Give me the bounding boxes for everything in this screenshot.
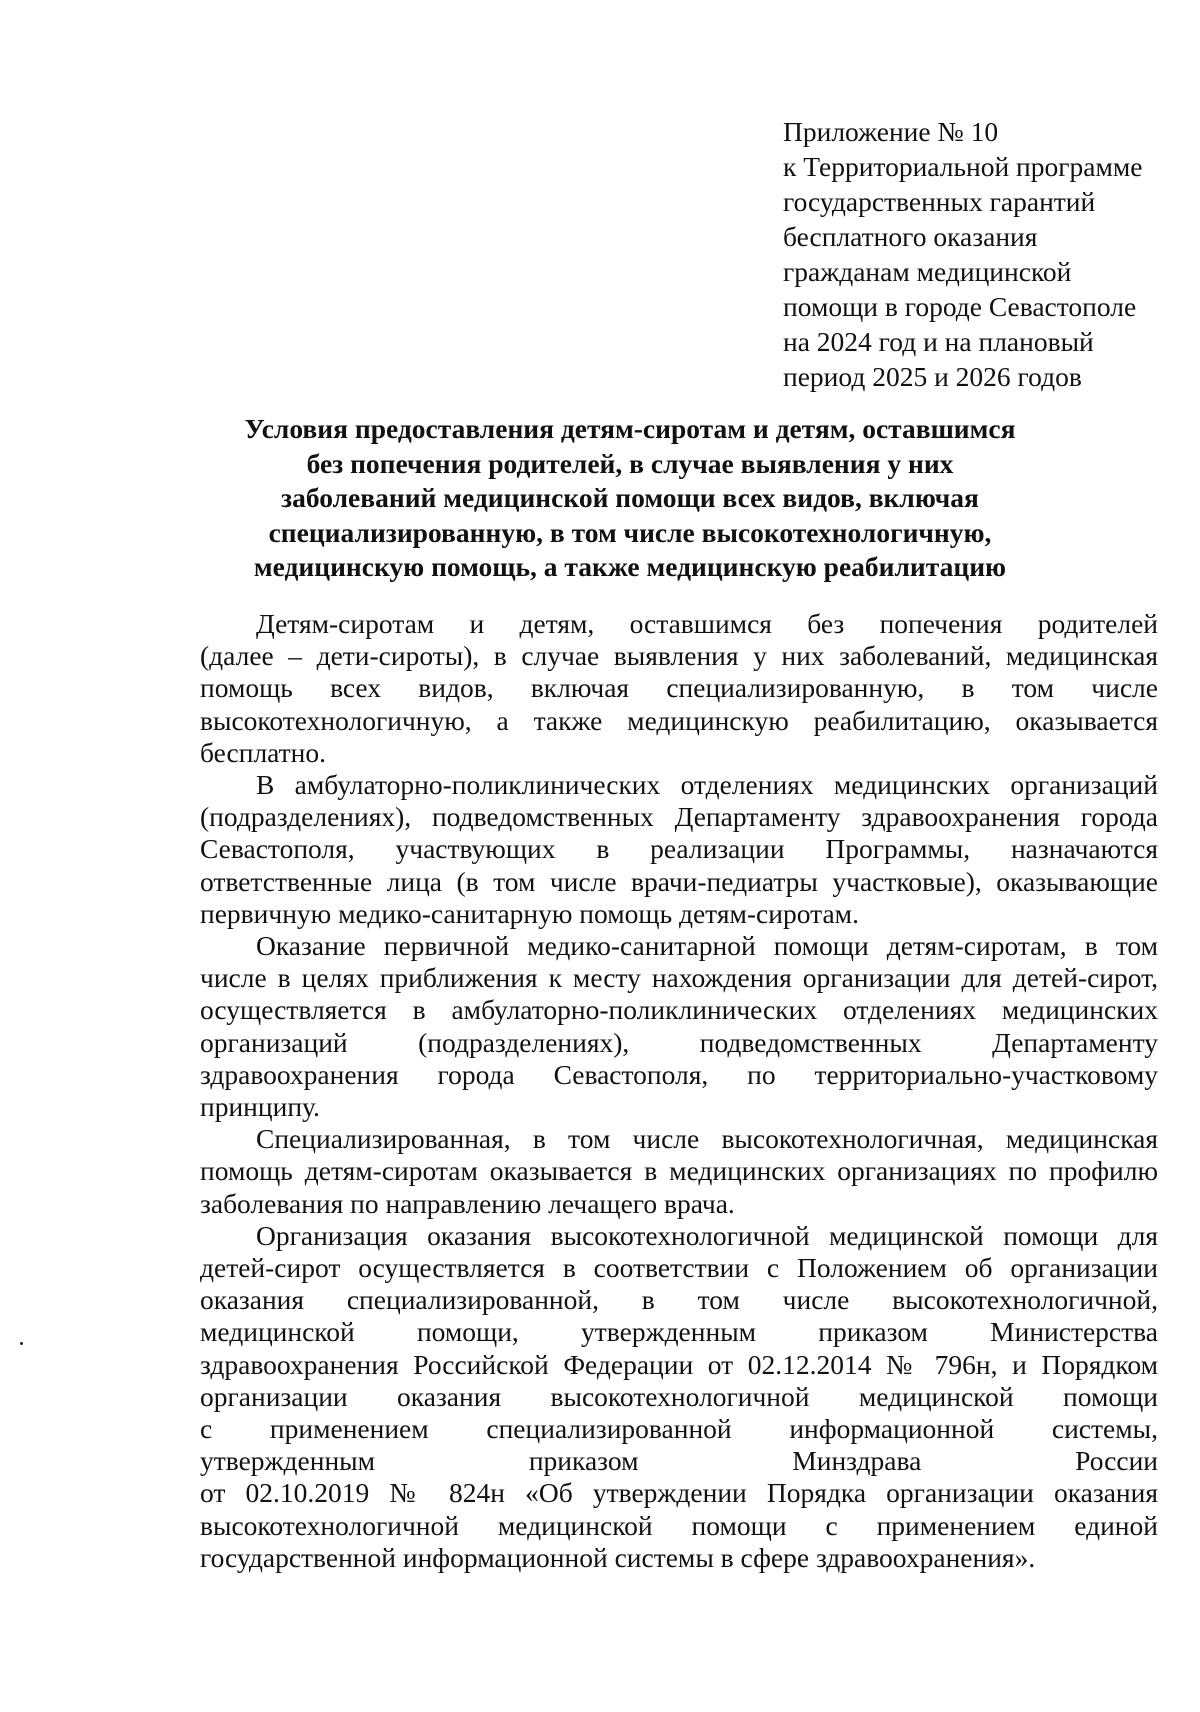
paragraph-line: Специализированная, в том числе высокотехнологичная, медицинская	[256, 1123, 1158, 1155]
paragraph-2	[200, 769, 1158, 930]
title-line: Условия предоставления детям-сиротам и детям, оставшимся	[244, 413, 1016, 444]
appendix-line: на 2024 год и на плановый	[783, 326, 1094, 357]
appendix-line: гражданам медицинской	[783, 256, 1072, 287]
paragraph-line: помощь детям-сиротам оказывается в медицинских организациях по профилю	[200, 1155, 1158, 1187]
paragraph-line: осуществляется в амбулаторно-поликлинических отделениях медицинских	[200, 994, 1158, 1026]
paragraph-line: детей-сирот осуществляется в соответствии с Положением об организации	[200, 1252, 1158, 1284]
paragraph-line: Детям-сиротам и детям, оставшимся без попечения родителей	[256, 608, 1158, 639]
appendix-line: период 2025 и 2026 годов	[783, 361, 1082, 392]
paragraph-line: (подразделениях), подведомственных Департаменту здравоохранения города	[200, 801, 1158, 833]
paragraph-line: оказания специализированной, в том числе высокотехнологичной,	[200, 1284, 1158, 1316]
paragraph-line: бесплатно.	[200, 736, 327, 768]
paragraph-line: числе в целях приближения к месту нахождения организации для детей-сирот,	[200, 962, 1158, 994]
paragraph-line: высокотехнологичную, а также медицинскую реабилитацию, оказывается	[200, 704, 1158, 736]
paragraph-line: утвержденным приказом Минздрава России	[200, 1445, 1158, 1477]
document-title	[190, 412, 1070, 585]
paragraph-line: Севастополя, участвующих в реализации Программы, назначаются	[200, 833, 1158, 865]
paragraph-line: организаций (подразделениях), подведомственных Департаменту	[200, 1026, 1158, 1058]
paragraph-5	[200, 1220, 1158, 1574]
paragraph-line: ответственные лица (в том числе врачи-педиатры участковые), оказывающие	[200, 865, 1158, 897]
appendix-header	[783, 114, 1183, 394]
title-line: медицинскую помощь, а также медицинскую реабилитацию	[253, 551, 1007, 582]
paragraph-line: высокотехнологичной медицинской помощи с применением единой	[200, 1509, 1158, 1541]
title-line: без попечения родителей, в случае выявления у них	[306, 447, 954, 479]
appendix-line: бесплатного оказания	[783, 221, 1038, 252]
document-body	[200, 608, 1158, 1574]
paragraph-4	[200, 1123, 1158, 1220]
appendix-line: помощи в городе Севастополе	[783, 291, 1137, 322]
appendix-line: государственных гарантий	[783, 186, 1096, 217]
paragraph-line: Оказание первичной медико-санитарной помощи детям-сиротам, в том	[256, 930, 1158, 962]
paragraph-line: организации оказания высокотехнологичной медицинской помощи	[200, 1380, 1158, 1412]
paragraph-line: здравоохранения города Севастополя, по территориально-участковому	[200, 1058, 1158, 1090]
paragraph-line: медицинской помощи, утвержденным приказом Министерства	[200, 1316, 1158, 1348]
paragraph-1	[200, 608, 1158, 769]
title-line: заболеваний медицинской помощи всех видов, включая	[281, 482, 979, 513]
paragraph-3	[200, 930, 1158, 1123]
paragraph-line: В амбулаторно-поликлинических отделениях медицинских организаций	[256, 769, 1158, 801]
appendix-line: к Территориальной программе	[783, 151, 1143, 182]
paragraph-line: заболевания по направлению лечащего врача.	[200, 1187, 735, 1219]
paragraph-line: помощь всех видов, включая специализированную, в том числе	[200, 672, 1158, 704]
appendix-line: Приложение № 10	[783, 116, 999, 147]
paragraph-line: от 02.10.2019 № 824н «Об утверждении Порядка организации оказания	[200, 1477, 1158, 1509]
paragraph-line: здравоохранения Российской Федерации от 02.12.2014 № 796н, и Порядком	[200, 1348, 1158, 1380]
title-line: специализированную, в том числе высокотехнологичную,	[268, 516, 992, 548]
paragraph-line: государственной информационной системы в сфере здравоохранения».	[200, 1541, 1036, 1573]
paragraph-line: первичную медико-санитарную помощь детям-сиротам.	[200, 897, 859, 929]
paragraph-line: Организация оказания высокотехнологичной медицинской помощи для	[256, 1219, 1158, 1251]
paragraph-line: с применением специализированной информационной системы,	[200, 1413, 1158, 1445]
paragraph-line: (далее – дети-сироты), в случае выявления у них заболеваний, медицинская	[200, 640, 1158, 672]
scan-speck	[20, 1342, 23, 1345]
paragraph-line: принципу.	[200, 1091, 320, 1123]
